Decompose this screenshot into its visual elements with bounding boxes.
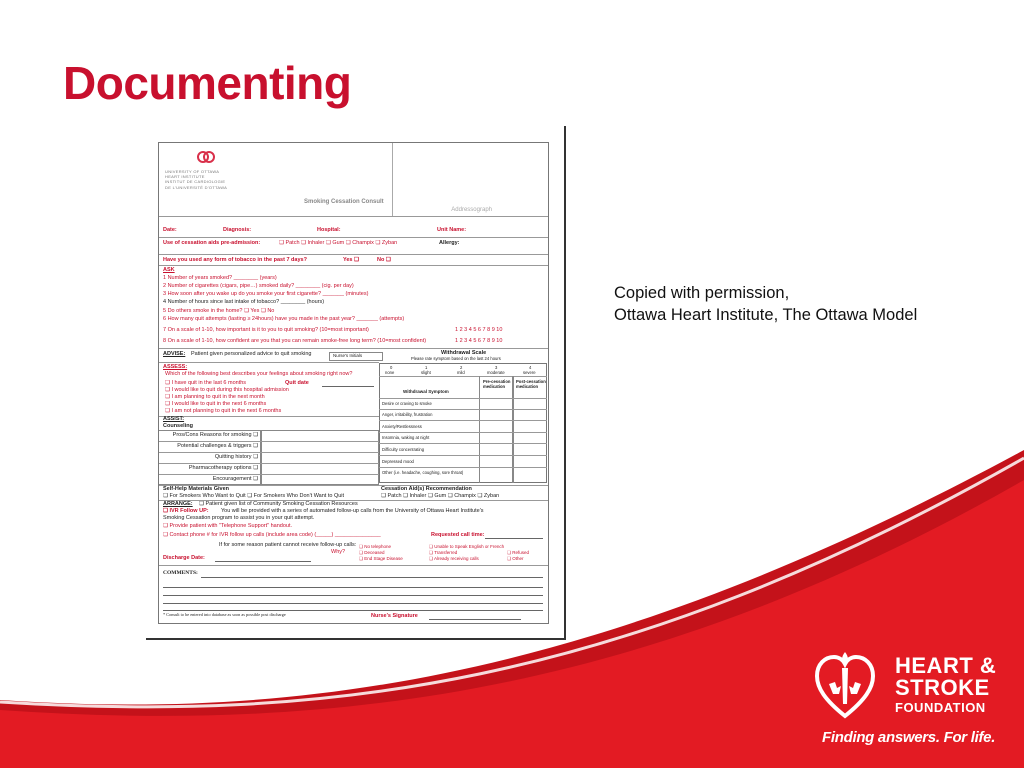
heart-and-stroke-logo-icon [815,648,875,724]
counsel-item: Pharmacotherapy options ❏ [188,465,258,471]
cessation-rec-options: ❏ Patch ❏ Inhaler ❏ Gum ❏ Champix ❏ Zyban [381,493,500,499]
comments-label: COMMENTS: [163,570,198,576]
question-8: 8 On a scale of 1-10, how confident are you that you can remain smoke-free long term? (10=most confident) [163,338,427,344]
pre-cessation-header: Pre-cessation medication [483,379,511,390]
provide-handout: ❏ Provide patient with "Telephone Support" handout. [163,523,293,529]
addressograph-box [392,143,548,216]
heart-and-stroke-wordmark [895,655,996,717]
uoh-heart-logo-icon [197,149,215,165]
question-6: 6 How many quit attempts (lasting ≥ 24hours) have you made in the past year? _______ (attempts) [163,316,405,322]
question-5: 5 Do others smoke in the home? ❏ Yes ❏ No [163,308,275,314]
cannot-receive-label: If for some reason patient cannot receive follow-up calls: [219,542,357,548]
tobacco-question: Have you used any form of tobacco in the past 7 days? [163,257,307,263]
caption-line-1: Copied with permission, [614,284,790,302]
symptom-row: Difficulty concentrating [382,447,425,452]
ivr-text-2: Smoking Cessation program to assist you in your quit attempt. [163,515,315,521]
withdrawal-scale-subtitle: Please rate symptom based on the last 24 hours [411,356,501,361]
question-3: 3 How soon after you wake up do you smoke your first cigarette? _______ (minutes) [163,291,369,297]
slide-title: Documenting [63,57,352,109]
ivr-label: ❏ IVR Follow UP: [163,508,209,514]
hospital-label: Hospital: [317,227,341,233]
arrange-heading: ARRANGE: [163,501,193,507]
post-cessation-header: Post-cessation medication [516,379,546,390]
institute-name: UNIVERSITY OF OTTAWA HEART INSTITUTE INSTITUT DE CARDIOLOGIE DE L'UNIVERSITÉ D'OTTAWA [165,169,228,190]
symptom-row: Depressed mood [382,459,414,464]
tobacco-yes: Yes ❏ [343,257,359,263]
assist-heading: ASSIST: [163,416,185,422]
assess-heading: ASSESS: [163,364,188,370]
symptom-row: Anxiety/Restlessness [382,424,422,429]
consult-note: * Consult to be entered into database as soon as possible post discharge [163,612,286,617]
confidence-scale: 1 2 3 4 5 6 7 8 9 10 [455,338,503,344]
symptom-row: Desire or craving to smoke [382,401,432,406]
advise-heading: ADVISE: [163,351,186,357]
permission-caption [614,282,917,326]
question-2: 2 Number of cigarettes (cigars, pipe…) smoked daily? ________ (cig. per day) [163,283,354,289]
symptom-row: Insomnia, waking at night [382,435,430,440]
symptom-row: Other (i.e. headache, coughing, sore throat) [382,470,464,475]
question-7: 7 On a scale of 1-10, how important is it to you to quit smoking? (10=most important) [163,327,369,333]
nurses-initials-label: Nurse's Initials [333,353,363,358]
consult-title: Smoking Cessation Consult [304,199,384,205]
tagline: Finding answers. For life. [822,729,996,746]
self-help-label: Self-Help Materials Given [163,486,230,492]
ivr-text: You will be provided with a series of automated follow-up calls from the University of Ottawa Heart Institute's [221,508,484,514]
counsel-item: Encouragement ❏ [212,476,258,482]
counsel-item: Pros/Cons Reasons for smoking ❏ [172,432,258,438]
assess-option: ❏ I would like to quit in the next 6 months [165,401,267,407]
self-help-options: ❏ For Smokers Who Want to Quit ❏ For Smokers Who Don't Want to Quit [163,493,345,499]
cessation-rec-label: Cessation Aid(s) Recommendation [381,486,472,492]
allergy-label: Allergy: [439,240,460,246]
requested-call-time: Requested call time: [431,532,485,538]
logo-line-2: STROKE [895,675,990,700]
withdrawal-scale-title: Withdrawal Scale [441,350,487,356]
date-label: Date: [163,227,177,233]
unit-name-label: Unit Name: [437,227,467,233]
caption-line-2: Ottawa Heart Institute, The Ottawa Model [614,306,918,324]
discharge-date-label: Discharge Date: [163,555,205,561]
contact-phone: ❏ Contact phone # for IVR follow up calls (include area code) (_____) _______________ [163,532,381,538]
question-1: 1 Number of years smoked? ________ (years) [163,275,277,281]
assess-question: Which of the following best describes your feelings about smoking right now? [165,371,353,377]
addressograph-label: Addressograph [451,206,492,213]
withdrawal-symptom-header: Withdrawal Symptom [403,389,449,394]
advise-text: Patient given personalized advice to quit smoking [191,351,312,357]
importance-scale: 1 2 3 4 5 6 7 8 9 10 [455,327,503,333]
tobacco-no: No ❏ [377,257,391,263]
arrange-text: ❏ Patient given list of Community Smoking Cessation Resources [199,501,358,507]
assess-option: ❏ I am planning to quit in the next month [165,394,265,400]
form-header [159,143,392,216]
quit-date-label: Quit date [285,380,309,386]
nurse-signature-label: Nurse's Signature [371,613,418,619]
assess-option: ❏ I would like to quit during this hospital admission [165,387,289,393]
counsel-item: Quitting history ❏ [214,454,258,460]
why-label: Why? [331,549,346,555]
assess-option: ❏ I have quit in the last 6 months [165,380,247,386]
question-4: 4 Number of hours since last intake of tobacco? ________ (hours) [163,299,325,305]
counsel-item: Potential challenges & triggers ❏ [177,443,258,449]
logo-line-3: FOUNDATION [895,700,986,715]
ask-heading: ASK [163,267,175,273]
smoking-cessation-form: UNIVERSITY OF OTTAWA HEART INSTITUTE INSTITUT DE CARDIOLOGIE DE L'UNIVERSITÉ D'OTTAWA Smoking Cessation Consult Addressograph Date: Diagnosis: Hospital: Unit Name: Use of cessation aids pre-admission: ❏ Patch ❏ Inhaler ❏ Gum ❏ Champix ❏ Zyban Allergy: Have you used any form of tobacco in the past 7 days? Yes ❏ No ❏ ASK 1 Number of years smoked? ________ (years) 2 Number of cigarettes (cigars, pipe…) smoked daily? ________ (cig. per day) 3 How soon after you wake up do you smoke your first cigarette? _______ (minutes) 4 Number of hours since last intake of tobacco? ________ (hours) 5 Do others smoke in the home? ❏ Yes ❏ No 6 How many quit attempts (lasting ≥ 24hours) have you made in the past year? _______ (attempts) 7 On a scale of 1-10, how important is it to you to quit smoking? (10=most important) 1 2 3 4 5 6 7 8 9 10 8 On a scale of 1-10, how confident are you that you can remain smoke-free long term? (10=most confident) 1 2 3 4 5 6 7 8 9 10 ADVISE: Patient given personalized advice to quit smoking Nurse's Initials Withdrawal Scale Please rate symptom based on the last 24 hours 0 1 2 3 4 none slight mild moderate severe Withdrawal Symptom Pre-cessation medication Post-cessation medication Desire or craving to smoke Anger, irritability, frustration Anxiety/Restlessness Insomnia, waking at night Difficulty concentrating Depressed mood Other (i.e. headache, coughing, sore throat) ASSESS: Which of the following best describes your feelings about smoking right now? ❏ I have quit in the last 6 months Quit date ❏ I would like to quit during this hospital admission ❏ I am planning to quit in the next month ❏ I would like to quit in the next 6 months ❏ I am not planning to quit in the next 6 months ASSIST: Counseling Pros/Cons Reasons for smoking ❏ Potential challenges & triggers ❏ Quitting history ❏ Pharmacotherapy options ❏ Encouragement ❏ Self-Help Materials Given ❏ For Smokers Who Want to Quit ❏ For Smokers Who Don't Want to Quit Cessation Aid(s) Recommendation ❏ Patch ❏ Inhaler ❏ Gum ❏ Champix ❏ Zyban ARRANGE: ❏ Patient given list of Community Smoking Cessation Resources ❏ IVR Follow UP: You will be provided with a series of automated follow-up calls from the University of Ottawa Heart Institute's Smoking Cessation program to assist you in your quit attempt. ❏ Provide patient with "Telephone Support" handout. ❏ Contact phone # for IVR follow up calls (include area code) (_____) _______________ Requested call time: If for some reason patient cannot receive follow-up calls: Why? ❏ No telephone ❏ Deceased ❏ End Stage Disease ❏ Unable to Speak English or French ❏ Transferred ❏ Already receiving calls ❏ Refused ❏ Other Discharge Date: COMMENTS: * Consult to be entered into database as soon as possible post discharge Nurse's Signature [158,142,549,624]
logo-line-1: HEART & [895,653,997,678]
cessation-aids-label: Use of cessation aids pre-admission: [163,240,261,246]
symptom-row: Anger, irritability, frustration [382,412,433,417]
cessation-aids-options: ❏ Patch ❏ Inhaler ❏ Gum ❏ Champix ❏ Zyban [279,240,398,246]
counseling-label: Counseling [163,423,193,429]
assess-option: ❏ I am not planning to quit in the next 6 months [165,408,282,414]
diagnosis-label: Diagnosis: [223,227,252,233]
